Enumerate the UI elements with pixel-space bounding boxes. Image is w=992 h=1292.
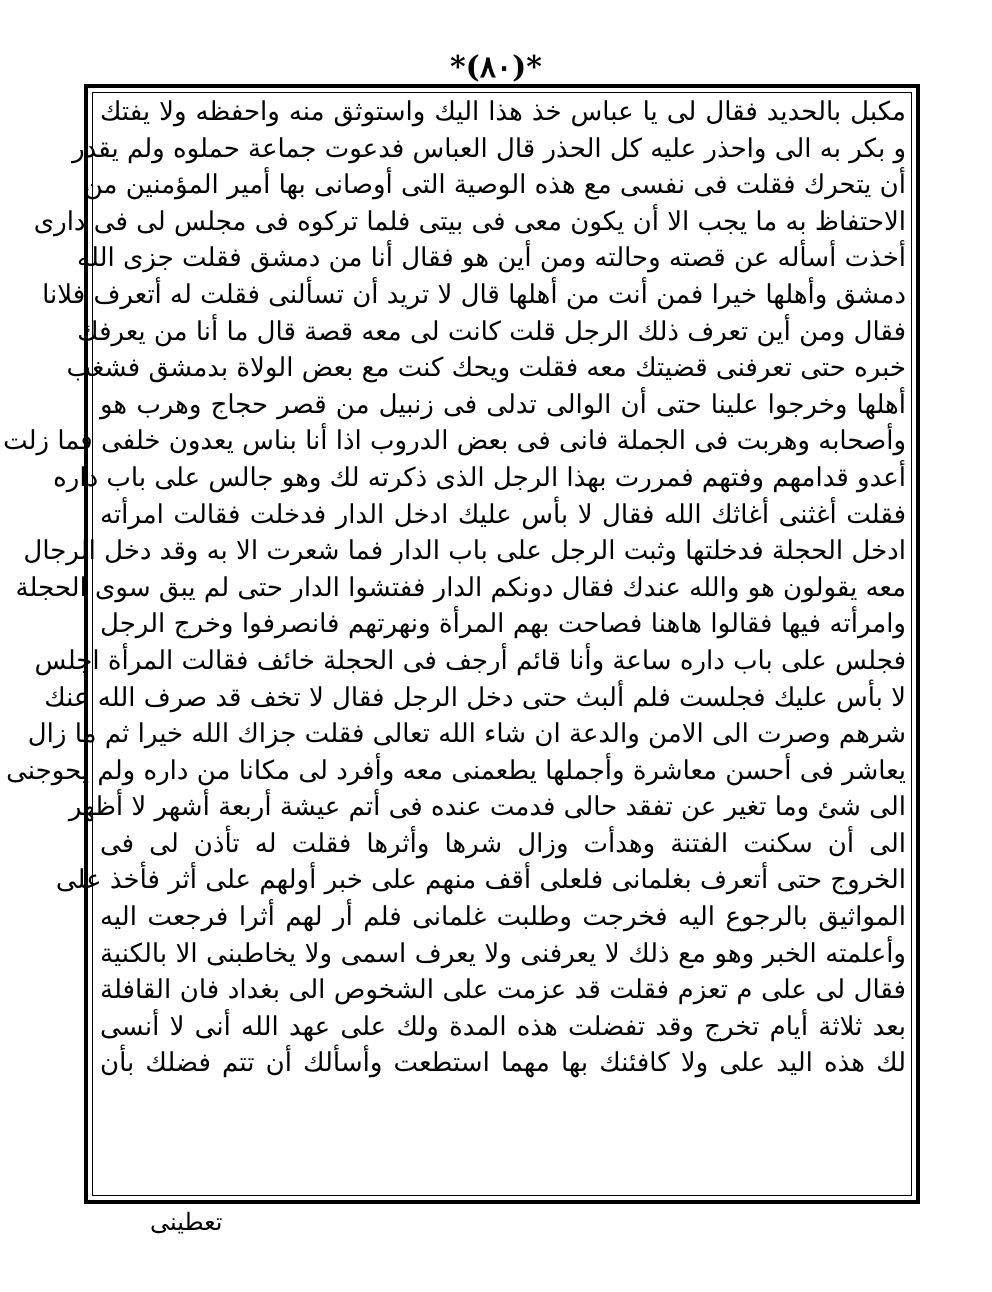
catchword: تعطينى bbox=[150, 1208, 223, 1236]
text-line: مكبل بالحديد فقال لى يا عباس خذ هذا اليك واستوثق منه واحفظه ولا يفتك bbox=[100, 97, 906, 127]
text-line: الخروج حتى أتعرف بغلمانى فلعلى أقف منهم على خبر أولهم على أثر فأخذ على bbox=[55, 865, 906, 896]
text-line: ادخل الحجلة فدخلتها وثبت الرجل على باب الدار فما شعرت الا به وقد دخل الرجال bbox=[23, 536, 906, 567]
text-line: بعد ثلاثة أيام تخرج وقد تفضلت هذه المدة ولك على عهد الله أنى لا أنسى bbox=[100, 1011, 906, 1042]
text-line: شرهم وصرت الى الامن والدعة ان شاء الله تعالى فقلت جزاك الله خيرا ثم ما زال bbox=[27, 719, 906, 750]
text-line: الاحتفاظ به ما يجب الا أن يكون معى فى بيتى فلما تركوه فى مجلس لى فى دارى bbox=[33, 206, 906, 237]
text-line: وامرأته فيها فقالوا هاهنا فصاحت بهم المرأة ونهرتهم فانصرفوا وخرج الرجل bbox=[100, 609, 906, 640]
text-line: الى أن سكنت الفتنة وهدأت وزال شرها وأثرها فقلت له تأذن لى فى bbox=[100, 828, 906, 859]
text-line: فقلت أغثنى أغاثك الله فقال لا بأس عليك ادخل الدار فدخلت فقالت امرأته bbox=[100, 499, 906, 530]
text-line: فجلس على باب داره ساعة وأنا قائم أرجف فى الحجلة خائف فقالت المرأة اجلس bbox=[34, 645, 906, 676]
text-line: و بكر به الى واحذر عليه كل الحذر قال العباس فدعوت جماعة حملوه ولم يقدر bbox=[72, 133, 906, 164]
text-line: يعاشر فى أحسن معاشرة وأجملها يطعمنى معه وأفرد لى مكانا من داره ولم يحوجنى bbox=[6, 755, 906, 786]
text-line: لك هذه اليد على ولا كافئنك بها مهما استطعت وأسألك أن تتم فضلك بأن bbox=[100, 1048, 906, 1079]
text-line: خبره حتى تعرفنى قضيتك معه فقلت ويحك كنت مع بعض الولاة بدمشق فشغب bbox=[66, 353, 906, 384]
text-line: الى شئ وما تغير عن تفقد حالى فدمت عنده فى أتم عيشة أربعة أشهر لا أظهر bbox=[68, 792, 906, 823]
page-number: *(٨٠)* bbox=[449, 50, 542, 85]
text-line: أن يتحرك فقلت فى نفسى مع هذه الوصية التى أوصانى بها أمير المؤمنين من bbox=[83, 170, 906, 201]
text-line: أخذت أسأله عن قصته وحالته ومن أين هو فقال أنا من دمشق فقلت جزى الله bbox=[77, 243, 906, 274]
text-line: دمشق وأهلها خيرا فمن أنت من أهلها قال لا تريد أن تسألنى فقلت له أتعرف فلانا bbox=[42, 279, 906, 310]
text-line: المواثيق بالرجوع اليه فخرجت وطلبت غلمانى فلم أر لهم أثرا فرجعت اليه bbox=[100, 902, 906, 933]
text-line: وأصحابه وهربت فى الجملة فانى فى بعض الدروب اذا أنا بناس يعدون خلفى فما زلت bbox=[3, 426, 906, 457]
text-line: وأعلمته الخبر وهو مع ذلك لا يعرفنى ولا يعرف اسمى ولا يخاطبنى الا بالكنية bbox=[100, 938, 906, 969]
text-line: فقال ومن أين تعرف ذلك الرجل قلت كانت لى معه قصة قال ما أنا من يعرفك bbox=[77, 316, 906, 347]
text-line: لا بأس عليك فجلست فلم ألبث حتى دخل الرجل فقال لا تخف قد صرف الله عنك bbox=[44, 682, 906, 713]
text-line: معه يقولون هو والله عندك فقال دونكم الدار ففتشوا الدار حتى لم يبق سوى الحجلة bbox=[15, 572, 906, 603]
text-line: فقال لى على م تعزم فقلت قد عزمت على الشخوص الى بغداد فان القافلة bbox=[100, 975, 906, 1006]
main-text bbox=[3, 94, 910, 1194]
text-line: أعدو قدامهم وفتهم فمررت بهذا الرجل الذى ذكرته لك وهو جالس على باب داره bbox=[53, 462, 906, 493]
text-line: أهلها وخرجوا علينا حتى أن الوالى تدلى فى زنبيل من قصر حجاج وهرب هو bbox=[100, 389, 906, 420]
